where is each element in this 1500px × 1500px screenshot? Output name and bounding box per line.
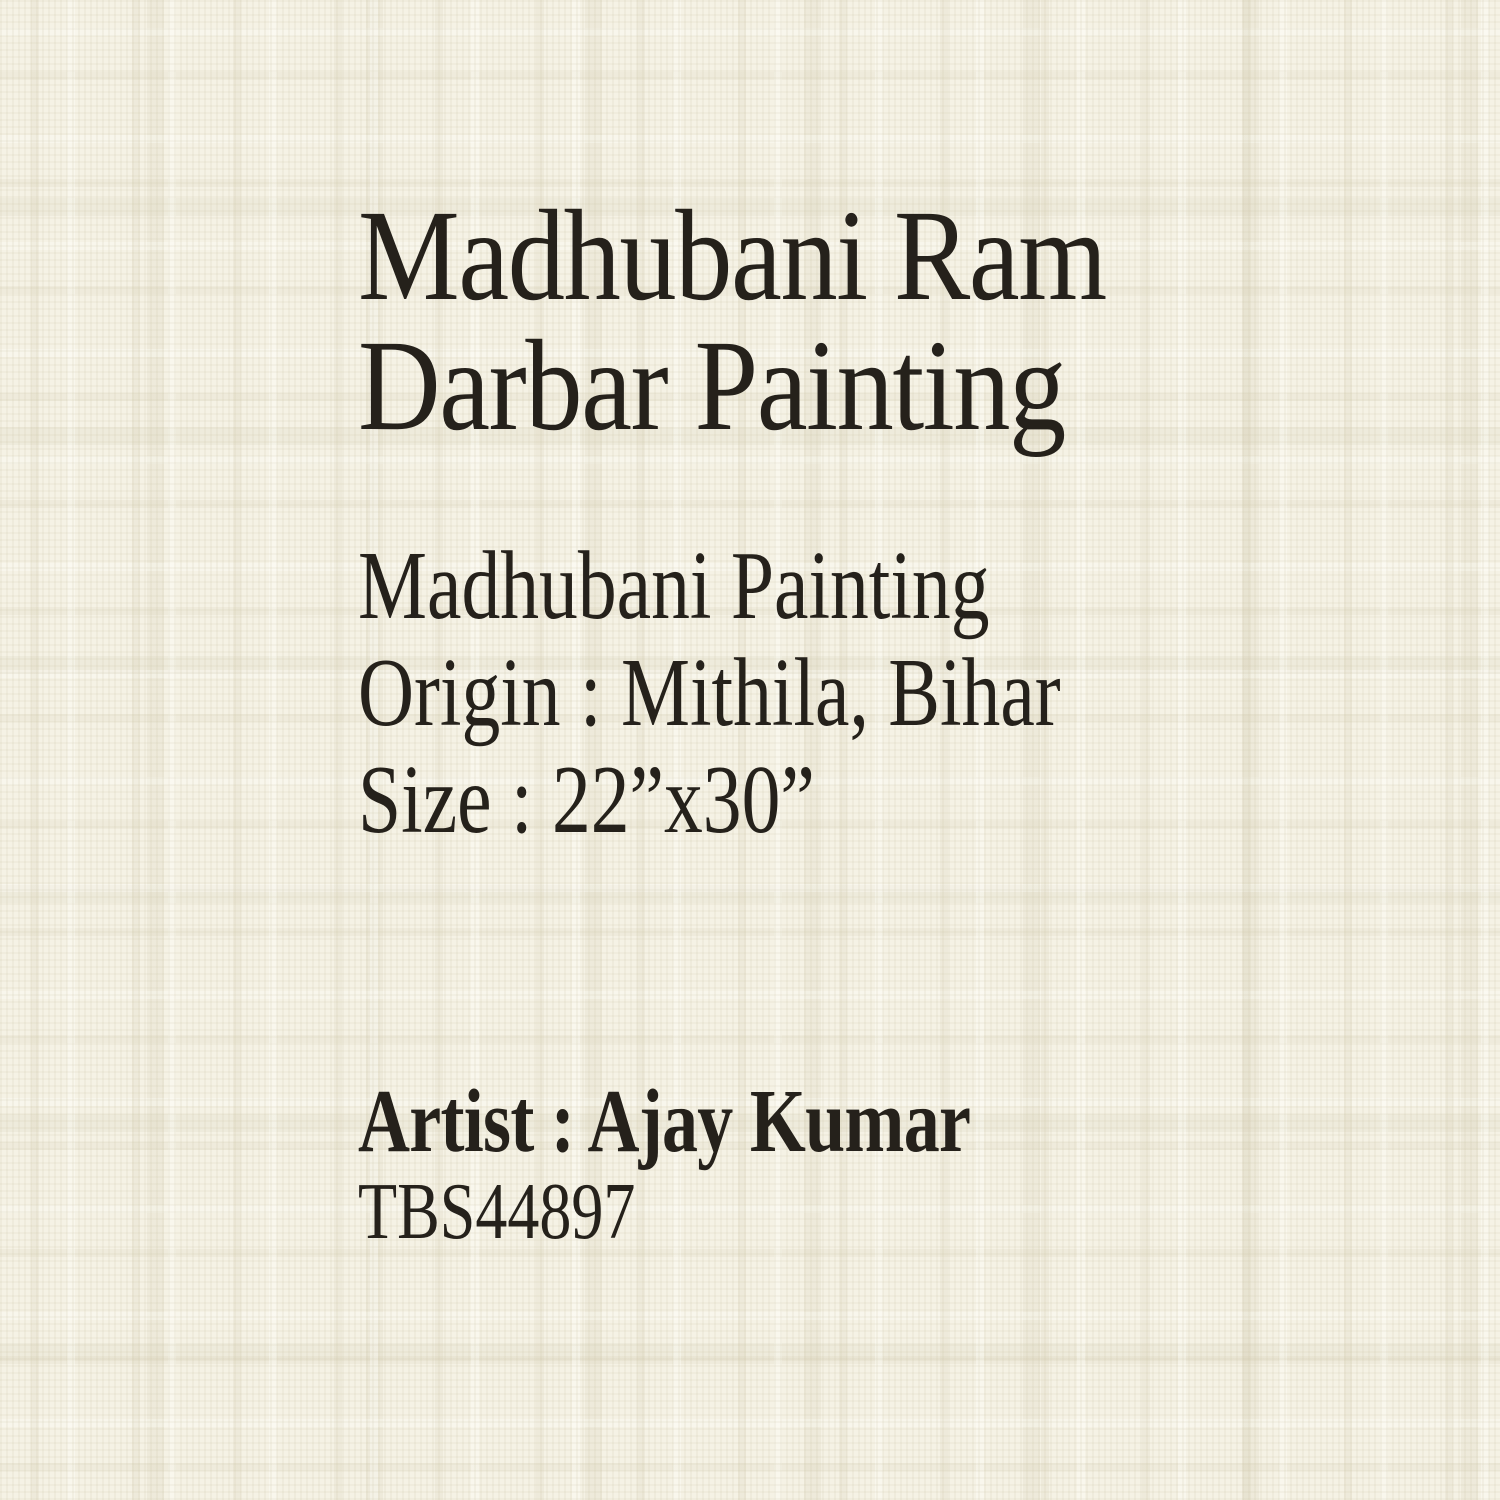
artist-name: Artist : Ajay Kumar [358,1072,971,1171]
detail-origin: Origin : Mithila, Bihar [358,639,1061,746]
detail-painting-type: Madhubani Painting [358,532,990,639]
product-title-line-2: Darbar Painting [358,314,1065,458]
artist-block [358,1072,971,1257]
detail-size: Size : 22”x30” [358,746,815,853]
product-code: TBS44897 [358,1168,636,1256]
product-title-line-1: Madhubani Ram [358,184,1106,328]
product-title [358,184,1106,458]
product-details [358,532,1061,853]
